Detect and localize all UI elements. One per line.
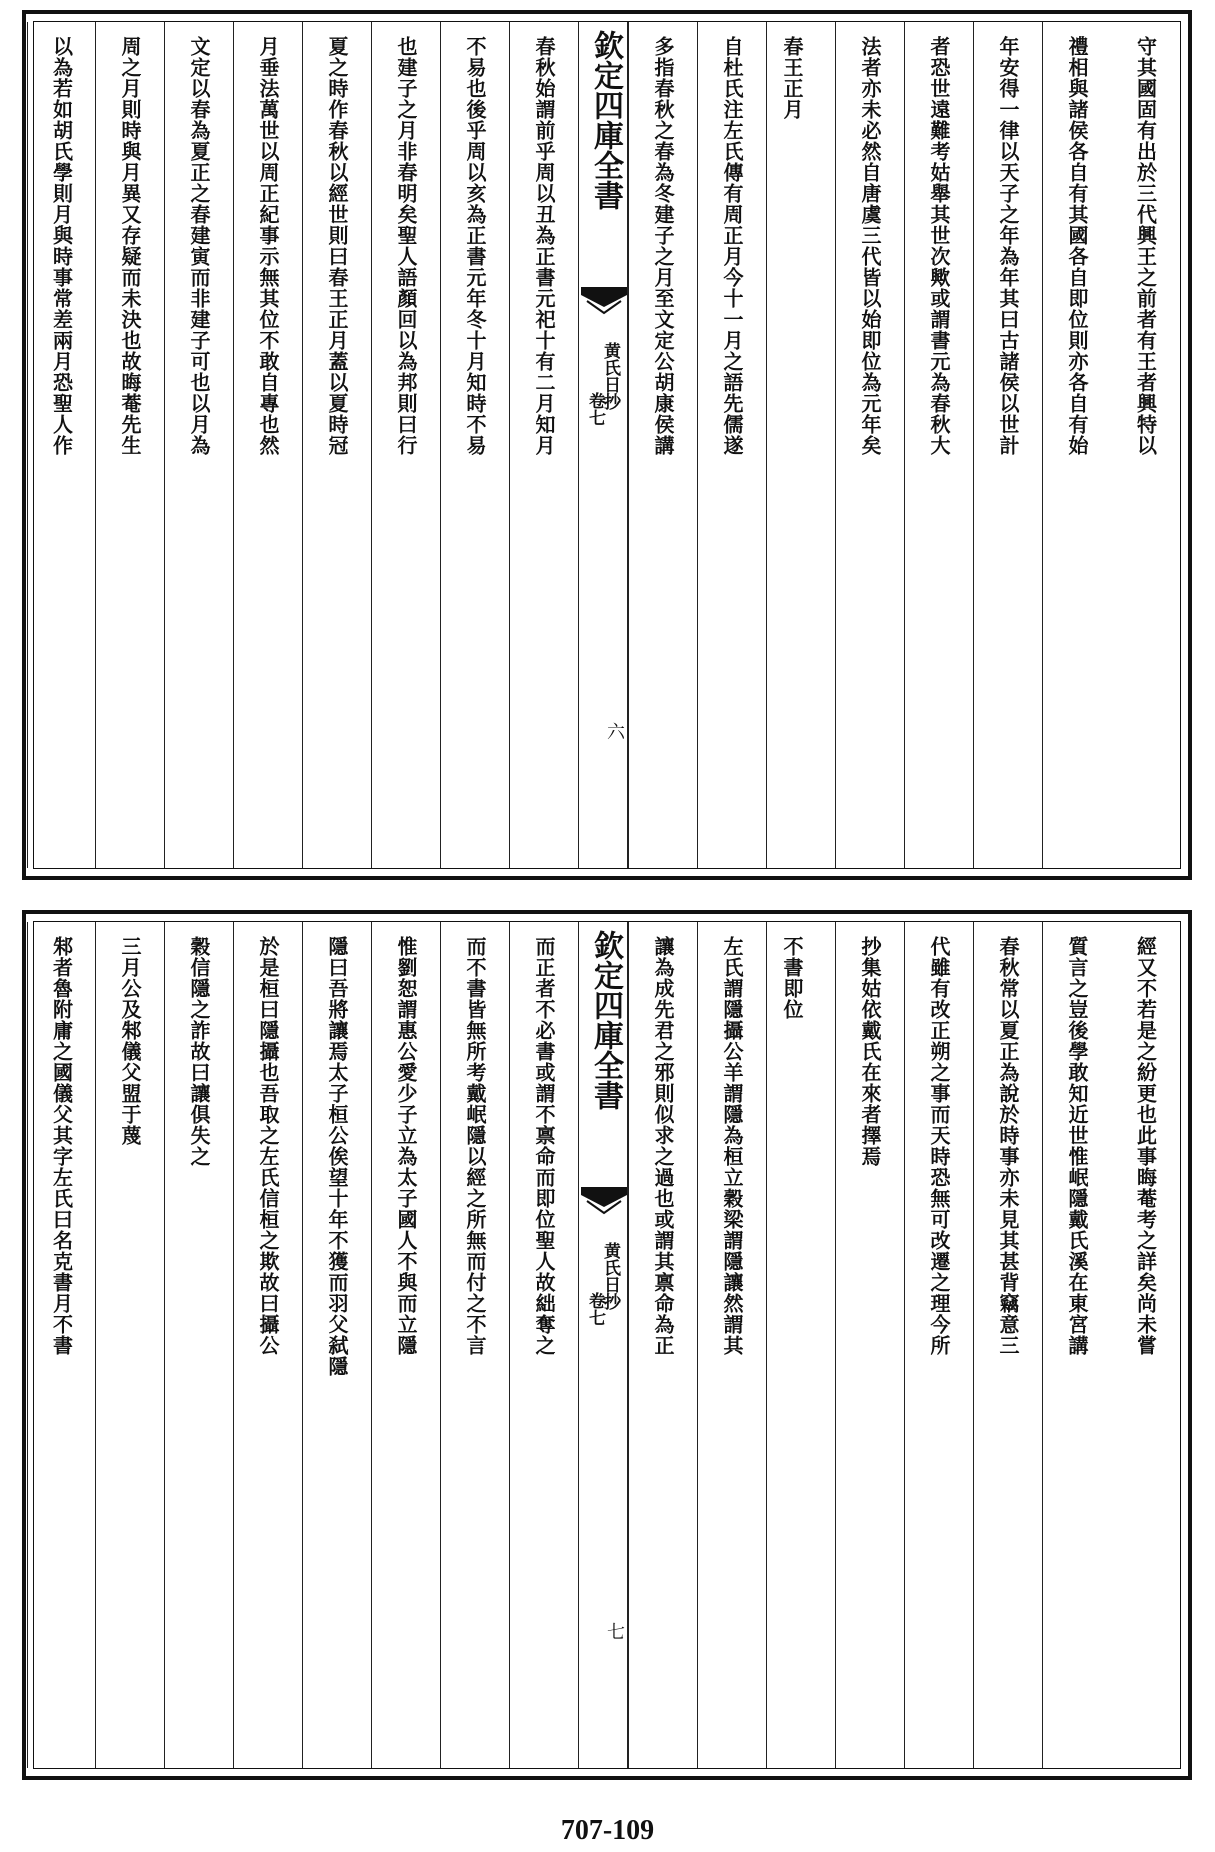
text-column <box>302 922 371 1768</box>
column-text: 法者亦未必然自唐虞三代皆以始即位為元年矣 <box>858 36 882 456</box>
text-column <box>371 22 440 868</box>
text-column <box>1111 22 1180 868</box>
column-text: 周之月則時與月異又存疑而未決也故晦菴先生 <box>118 36 142 456</box>
text-column <box>697 922 766 1768</box>
column-text: 而不書皆無所考戴岷隱以經之所無而付之不言 <box>463 936 487 1356</box>
text-column <box>371 922 440 1768</box>
bottom-page-frame <box>33 921 1181 1769</box>
column-text: 左氏謂隱攝公羊謂隱為桓立穀梁謂隱讓然謂其 <box>720 936 744 1356</box>
text-column <box>766 22 835 868</box>
text-column <box>95 922 164 1768</box>
text-column <box>973 922 1042 1768</box>
column-text: 三月公及邾儀父盟于蔑 <box>118 936 142 1146</box>
column-text: 多指春秋之春為冬建子之月至文定公胡康侯講 <box>651 36 675 456</box>
text-column <box>835 922 904 1768</box>
text-column <box>233 922 302 1768</box>
volume-label: 卷七 <box>585 1292 605 1326</box>
column-text: 抄集姑依戴氏在來者擇焉 <box>858 936 882 1167</box>
text-column <box>27 922 95 1768</box>
text-column <box>509 22 578 868</box>
text-column <box>95 22 164 868</box>
column-text: 穀信隱之詐故曰讓俱失之 <box>187 936 211 1167</box>
text-column <box>302 22 371 868</box>
column-text: 惟劉恕謂惠公愛少子立為太子國人不與而立隱 <box>394 936 418 1356</box>
book-subtitle: 黄氏日抄 <box>600 342 620 410</box>
column-text: 者恐世遠難考姑舉其世次歟或謂書元為春秋大 <box>927 36 951 456</box>
column-text: 而正者不必書或謂不禀命而即位聖人故絀奪之 <box>532 936 556 1356</box>
center-column <box>578 22 628 868</box>
text-column <box>440 22 509 868</box>
column-text: 文定以春為夏正之春建寅而非建子可也以月為 <box>187 36 211 456</box>
text-column <box>1042 922 1111 1768</box>
volume-label: 卷七 <box>585 392 605 426</box>
column-text: 代雖有改正朔之事而天時恐無可改遷之理今所 <box>927 936 951 1356</box>
column-text: 也建子之月非春明矣聖人語顏回以為邦則曰行 <box>394 36 418 456</box>
text-column <box>164 22 233 868</box>
column-text: 春秋常以夏正為說於時事亦未見其甚背竊意三 <box>996 936 1020 1356</box>
column-text: 質言之豈後學敢知近世惟岷隱戴氏溪在東宮講 <box>1065 936 1089 1356</box>
page-number: 七 <box>604 1622 625 1640</box>
book-subtitle: 黄氏日抄 <box>600 1242 620 1310</box>
top-page-frame <box>33 21 1181 869</box>
catalog-number: 707-109 <box>560 1815 655 1846</box>
text-column <box>27 22 95 868</box>
text-column <box>440 922 509 1768</box>
book-title: 欽定四庫全書 <box>588 30 623 210</box>
text-column <box>1042 22 1111 868</box>
column-text: 自杜氏注左氏傳有周正月今十一月之語先儒遂 <box>720 36 744 456</box>
column-text: 經又不若是之紛更也此事晦菴考之詳矣尚未嘗 <box>1133 936 1158 1356</box>
fish-tail-mark <box>581 287 627 327</box>
center-column <box>578 922 628 1768</box>
column-text: 年安得一律以天子之年為年其曰古諸侯以世計 <box>996 36 1020 456</box>
column-text: 邾者魯附庸之國儀父其字左氏曰名克書月不書 <box>49 936 74 1356</box>
text-column <box>766 922 835 1768</box>
column-text: 以為若如胡氏學則月與時事常差兩月恐聖人作 <box>49 36 74 456</box>
column-text: 春王正月 <box>780 36 804 120</box>
book-title: 欽定四庫全書 <box>588 930 623 1110</box>
column-text: 夏之時作春秋以經世則曰春王正月蓋以夏時冠 <box>325 36 349 456</box>
column-text: 讓為成先君之邪則似求之過也或謂其禀命為正 <box>651 936 675 1356</box>
page-number: 六 <box>604 722 625 740</box>
fish-tail-mark <box>581 1187 627 1227</box>
column-text: 守其國固有出於三代興王之前者有王者興特以 <box>1133 36 1158 456</box>
text-column <box>628 22 697 868</box>
column-text: 不易也後乎周以亥為正書元年冬十月知時不易 <box>463 36 487 456</box>
text-column <box>904 922 973 1768</box>
column-text: 月垂法萬世以周正紀事示無其位不敢自專也然 <box>256 36 280 456</box>
text-column <box>164 922 233 1768</box>
text-column <box>697 22 766 868</box>
top-page <box>22 10 1192 880</box>
text-column <box>509 922 578 1768</box>
text-column <box>835 22 904 868</box>
text-column <box>904 22 973 868</box>
column-text: 禮相與諸侯各自有其國各自即位則亦各自有始 <box>1065 36 1089 456</box>
column-text: 隱曰吾將讓焉太子桓公俟望十年不獲而羽父弑隱 <box>325 936 349 1377</box>
text-column <box>1111 922 1180 1768</box>
text-column <box>233 22 302 868</box>
column-text: 不書即位 <box>780 936 804 1020</box>
text-column <box>628 922 697 1768</box>
bottom-page <box>22 910 1192 1780</box>
column-text: 春秋始謂前乎周以丑為正書元祀十有二月知月 <box>532 36 556 456</box>
column-text: 於是桓曰隱攝也吾取之左氏信桓之欺故曰攝公 <box>256 936 280 1356</box>
text-column <box>973 22 1042 868</box>
